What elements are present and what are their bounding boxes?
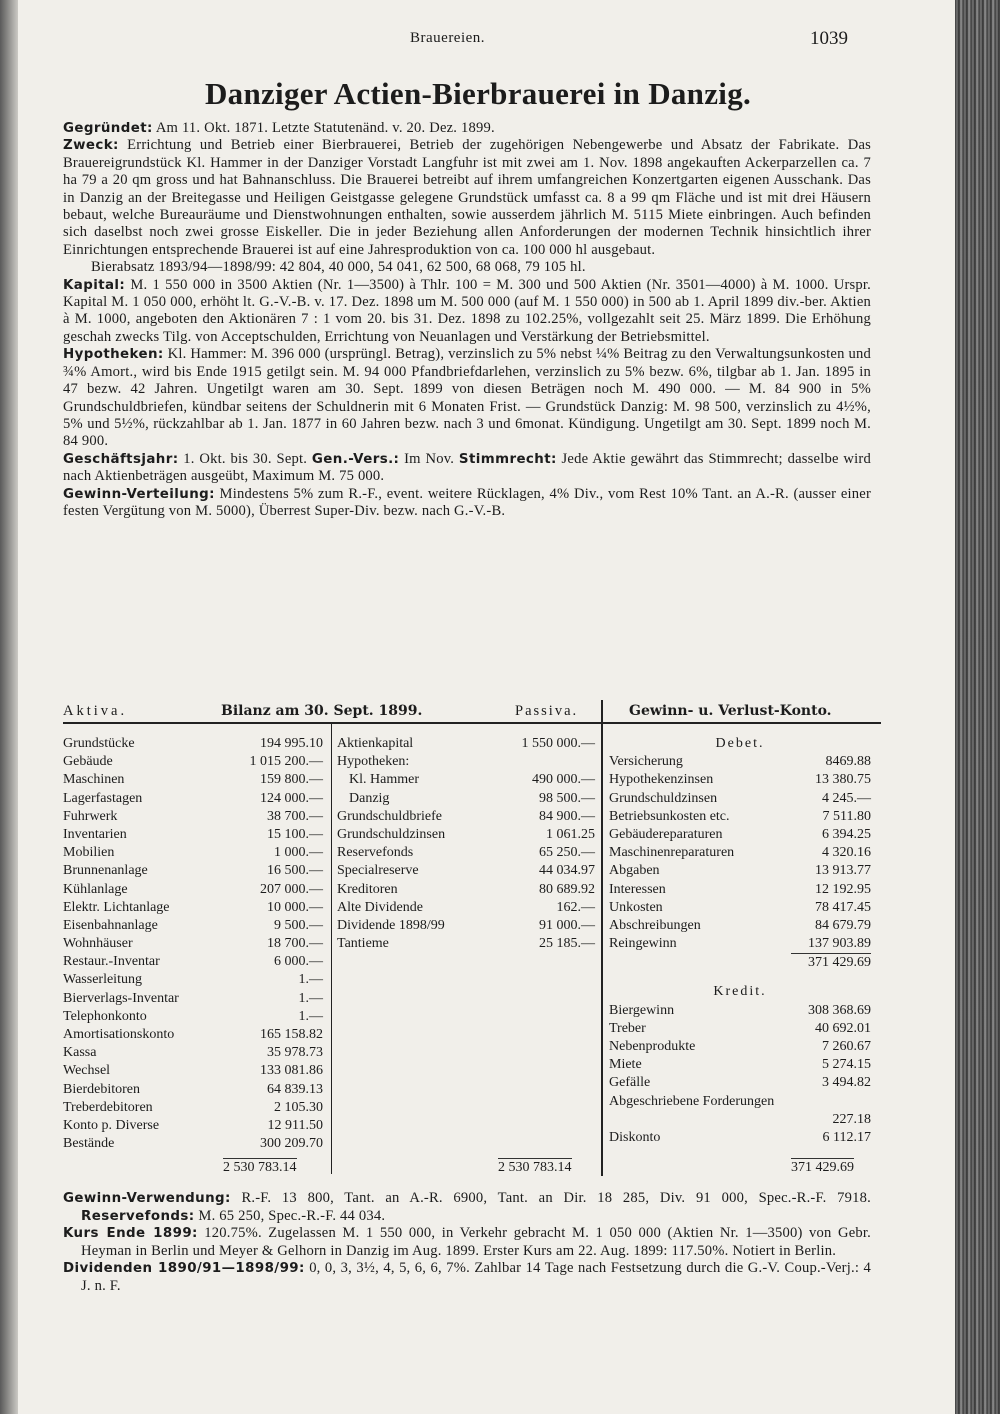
debet-row <box>609 899 871 917</box>
kredit-row <box>609 1074 871 1092</box>
kredit-heading: Kredit. <box>713 984 767 1000</box>
label-geschaeftsjahr: Geschäftsjahr: <box>63 451 179 467</box>
aktiva-heading: Aktiva. <box>63 703 128 719</box>
debet-total-row <box>609 953 871 971</box>
aktiva-row-label: Elektr. Lichtanlage <box>63 899 170 915</box>
passiva-row-label: Tantieme <box>337 936 389 952</box>
passiva-row <box>337 935 595 953</box>
label-gewinnverteilung: Gewinn-Verteilung: <box>63 486 215 502</box>
kredit-row-value: 40 692.01 <box>815 1020 871 1036</box>
kredit-row <box>609 1056 871 1074</box>
passiva-row-label: Danzig <box>349 790 390 806</box>
aktiva-row-value: 18 700.— <box>267 936 323 952</box>
label-gegruendet: Gegründet: <box>63 121 153 136</box>
aktiva-row <box>63 844 323 862</box>
aktiva-row <box>63 953 323 971</box>
debet-row-value: 12 192.95 <box>815 881 871 897</box>
section-zweck <box>63 137 871 259</box>
text-reservefonds: M. 65 250, Spec.-R.-F. 44 034. <box>198 1207 386 1224</box>
divider-bilanz-guv <box>601 700 603 1176</box>
passiva-row-value: 162.— <box>556 899 595 915</box>
aktiva-row <box>63 1062 323 1080</box>
label-zweck: Zweck: <box>63 138 119 154</box>
aktiva-row-label: Lagerfastagen <box>63 790 143 806</box>
aktiva-row <box>63 753 323 771</box>
aktiva-row <box>63 935 323 953</box>
kredit-row-label: Diskonto <box>609 1129 661 1145</box>
aktiva-row-value: 207 000.— <box>260 881 323 897</box>
kredit-row <box>609 1002 871 1020</box>
section-gewinnverwendung <box>63 1190 871 1225</box>
aktiva-row-label: Eisenbahnanlage <box>63 917 158 933</box>
aktiva-row-label: Inventarien <box>63 826 127 842</box>
debet-row <box>609 935 871 953</box>
label-stimmrecht: Stimmrecht: <box>458 451 557 467</box>
aktiva-row-label: Gebäude <box>63 754 113 770</box>
aktiva-row <box>63 735 323 753</box>
kredit-row-label: Miete <box>609 1057 642 1073</box>
aktiva-row <box>63 1026 323 1044</box>
debet-row <box>609 917 871 935</box>
aktiva-row-label: Restaur.-Inventar <box>63 954 160 970</box>
aktiva-row-value: 9 500.— <box>274 917 323 933</box>
debet-row-label: Abschreibungen <box>609 917 701 933</box>
text-gewinnverwendung: R.-F. 13 800, Tant. an A.-R. 6900, Tant. an Dir. 18 285, Div. 91 000, Spec.-R.-F. 7918. <box>241 1190 871 1206</box>
aktiva-row-value: 159 800.— <box>260 772 323 788</box>
debet-row <box>609 881 871 899</box>
aktiva-row-label: Wasserleitung <box>63 972 142 988</box>
aktiva-row-value: 1.— <box>298 990 323 1006</box>
passiva-row-value: 1 550 000.— <box>521 736 595 751</box>
aktiva-list <box>63 735 323 1153</box>
text-kurs: 120.75%. Zugelassen M. 1 550 000, in Verkehr gebracht M. 1 050 000 (Aktien Nr. 1—3500) von Gebr. Heyman in Berlin und Meyer & Gelhorn in Danzig im Aug. 1899. Erster Kurs am 22. Aug. 1899: 117.50%. Notiert in Berlin. <box>81 1225 872 1259</box>
text-geschaeftsjahr: 1. Okt. bis 30. Sept. <box>183 450 308 467</box>
section-kapital <box>63 277 871 347</box>
aktiva-row <box>63 899 323 917</box>
kredit-row-label: Abgeschriebene Forderungen <box>609 1093 775 1109</box>
guv-list <box>609 735 871 1147</box>
aktiva-row <box>63 917 323 935</box>
aktiva-row-label: Telephonkonto <box>63 1008 147 1024</box>
passiva-row-label: Grundschuldbriefe <box>337 808 442 824</box>
label-reservefonds: Reservefonds: <box>81 1208 195 1224</box>
aktiva-row-value: 1 000.— <box>274 845 323 861</box>
passiva-row <box>337 735 595 753</box>
section-dividenden <box>63 1260 871 1295</box>
text-hypotheken: Kl. Hammer: M. 396 000 (ursprüngl. Betrag), verzinslich zu 5% nebst ¼% Beitrag zu den Verwaltungsunkosten und ¾% Amort., wird bis Ende 1915 getilgt sein. M. 94 000 Pfandbriefdarlehen, verzinslich zu 5% bezw. 6%, tilgbar ab 1. Jan. 1895 in 47 bezw. 42 Jahren. Ungetilgt waren am 30. Sept. 1899 von diesen Beträgen noch M. 490 000. — M. 84 900 in 5% Grundschuldbriefen, kündbar seitens der Schuldnerin mit 6 Monaten Frist. — Grundstück Danzig: M. 98 500, verzinslich zu 4½%, 5% und 5½%, rückzahlbar ab 1. Jan. 1877 in 60 Jahren bezw. nach 3 und 6monat. Kündigung. Ungetilgt am 30. Sept. 1899 noch M. 84 900. <box>63 346 871 450</box>
bierabsatz-line: Bierabsatz 1893/94—1898/99: 42 804, 40 000, 54 041, 62 500, 68 068, 79 105 hl. <box>91 259 586 276</box>
passiva-row-value: 98 500.— <box>539 790 595 806</box>
passiva-row <box>337 753 595 771</box>
divider-aktiva-passiva <box>331 724 332 1174</box>
aktiva-row <box>63 881 323 899</box>
passiva-total: 2 530 783.14 <box>498 1158 572 1177</box>
aktiva-row-label: Maschinen <box>63 772 125 788</box>
section-gegruendet <box>63 120 871 137</box>
section-gewinnverteilung <box>63 486 871 521</box>
label-dividenden: Dividenden 1890/91—1898/99: <box>63 1261 305 1277</box>
aktiva-row-label: Brunnenanlage <box>63 863 148 879</box>
debet-heading: Debet. <box>715 736 765 751</box>
debet-row-value: 84 679.79 <box>815 917 871 933</box>
aktiva-row-value: 133 081.86 <box>260 1063 323 1079</box>
aktiva-row-value: 6 000.— <box>274 954 323 970</box>
aktiva-row-label: Mobilien <box>63 845 115 861</box>
passiva-row-label: Reservefonds <box>337 845 414 861</box>
kredit-row-value: 6 112.17 <box>822 1129 871 1145</box>
aktiva-row <box>63 1135 323 1153</box>
aktiva-row-value: 1.— <box>298 972 323 988</box>
passiva-list <box>337 735 595 953</box>
label-gen-vers: Gen.-Vers.: <box>311 451 400 467</box>
label-kurs: Kurs Ende 1899: <box>63 1226 198 1242</box>
aktiva-row <box>63 1117 323 1135</box>
passiva-row <box>337 899 595 917</box>
aktiva-row-value: 1.— <box>298 1008 323 1024</box>
passiva-heading: Passiva. <box>515 703 579 719</box>
debet-row <box>609 862 871 880</box>
aktiva-row <box>63 790 323 808</box>
kredit-row <box>609 1129 871 1147</box>
kredit-row-label: Nebenprodukte <box>609 1039 696 1054</box>
aktiva-row-label: Treberdebitoren <box>63 1099 153 1115</box>
aktiva-total: 2 530 783.14 <box>223 1158 297 1177</box>
label-gewinnverwendung: Gewinn-Verwendung: <box>63 1191 231 1206</box>
aktiva-row <box>63 1099 323 1117</box>
balance-sheet-block <box>63 700 881 1176</box>
passiva-row-label: Specialreserve <box>337 863 419 879</box>
aktiva-row-value: 165 158.82 <box>260 1027 323 1042</box>
aktiva-row-label: Bierverlags-Inventar <box>63 990 179 1006</box>
passiva-row-label: Grundschuldzinsen <box>337 826 446 842</box>
aktiva-row <box>63 1008 323 1026</box>
aktiva-row-value: 64 839.13 <box>267 1081 323 1097</box>
text-gegruendet: Am 11. Okt. 1871. Letzte Statutenänd. v. 20. Dez. 1899. <box>155 120 495 136</box>
passiva-row-label: Aktienkapital <box>337 736 414 751</box>
debet-row-value: 13 913.77 <box>815 863 871 879</box>
aktiva-row-label: Wechsel <box>63 1063 111 1079</box>
aktiva-row-value: 35 978.73 <box>267 1045 323 1061</box>
section-geschaeftsjahr <box>63 451 871 486</box>
aktiva-row-value: 16 500.— <box>267 863 323 879</box>
bilanz-title: Bilanz am 30. Sept. 1899. <box>221 703 423 719</box>
guv-title: Gewinn- u. Verlust-Konto. <box>629 703 832 719</box>
aktiva-row-value: 12 911.50 <box>267 1117 323 1133</box>
debet-row <box>609 753 871 771</box>
debet-row-value: 7 511.80 <box>822 808 871 824</box>
passiva-row-label: Alte Dividende <box>337 899 423 915</box>
passiva-row-label: Kreditoren <box>337 881 398 897</box>
kredit-row-label: Gefälle <box>609 1075 651 1091</box>
passiva-row <box>337 826 595 844</box>
text-gen-vers: Im Nov. <box>404 450 455 467</box>
aktiva-row <box>63 990 323 1008</box>
aktiva-row-label: Kassa <box>63 1045 97 1061</box>
kredit-row-value: 3 494.82 <box>822 1075 871 1091</box>
debet-row <box>609 771 871 789</box>
kredit-row <box>609 1020 871 1038</box>
passiva-row <box>337 917 595 935</box>
debet-row-value: 6 394.25 <box>822 826 871 842</box>
debet-row-value: 13 380.75 <box>815 772 871 788</box>
aktiva-row-value: 194 995.10 <box>260 736 323 751</box>
aktiva-row-value: 1 015 200.— <box>249 754 323 770</box>
aktiva-row-label: Grundstücke <box>63 736 135 751</box>
debet-row-value: 8469.88 <box>825 754 871 770</box>
debet-row <box>609 808 871 826</box>
debet-row-label: Abgaben <box>609 863 660 879</box>
aktiva-row-value: 2 105.30 <box>274 1099 323 1115</box>
running-title: Brauereien. <box>410 30 486 46</box>
aktiva-row-label: Konto p. Diverse <box>63 1117 160 1133</box>
book-page <box>18 0 958 1414</box>
aktiva-row <box>63 771 323 789</box>
aktiva-row <box>63 862 323 880</box>
label-kapital: Kapital: <box>63 277 126 293</box>
passiva-row <box>337 844 595 862</box>
text-zweck: Errichtung und Betrieb einer Bierbrauerei, Betrieb der zugehörigen Nebengewerbe und Absatz der Fabrikate. Das Brauereigrundstück Kl. Hammer in der Danziger Vorstadt Langfuhr ist mit zwei am 1. Nov. 1898 angekauften Ackerparzellen ca. 7 ha 79 a 20 qm gross und hat Bahnanschluss. Die Brauerei betreibt auf ihrem umfangreichen Konzertgarten eigenen Ausschank. Das in Danzig an der Breitegasse und Heiligen Geistgasse gelegene Grundstück umfasst ca. 8 a 99 qm Fläche und ist mit drei Häusern bebaut, welche Bureauräume und Dienstwohnungen enthalten, sowie ausserdem jährlich M. 5115 Miete einbringen. Auch befinden sich daselbst noch zwei grosse Eiskeller. Die in jeder Beziehung allen Anforderungen der modernen Technik hinsichtlich ihrer Einrichtungen entsprechende Brauerei ist auf eine Jahresproduktion von ca. 100 000 hl ausgebaut. <box>63 137 871 258</box>
aktiva-row-label: Kühlanlage <box>63 881 128 897</box>
header-rule <box>63 722 881 724</box>
kredit-row-label: Biergewinn <box>609 1002 675 1018</box>
passiva-row-value: 91 000.— <box>539 917 595 933</box>
book-spine-edge <box>955 0 1000 1414</box>
company-description <box>63 120 871 520</box>
section-kurs <box>63 1225 871 1260</box>
debet-row-label: Interessen <box>609 881 666 897</box>
passiva-row <box>337 808 595 826</box>
section-hypotheken <box>63 346 871 450</box>
passiva-row-label: Kl. Hammer <box>349 772 419 788</box>
debet-row-label: Maschinenreparaturen <box>609 845 735 861</box>
debet-row-value: 78 417.45 <box>815 899 871 915</box>
footer-notes <box>63 1190 871 1296</box>
scan-left-shadow <box>0 0 20 1414</box>
page-title: Danziger Actien-Bierbrauerei in Danzig. <box>204 76 752 111</box>
aktiva-row-label: Bierdebitoren <box>63 1081 140 1097</box>
debet-total: 371 429.69 <box>791 953 871 972</box>
aktiva-row-label: Bestände <box>63 1136 115 1152</box>
kredit-row-value: 227.18 <box>832 1111 871 1127</box>
kredit-row-value: 5 274.15 <box>822 1057 871 1073</box>
aktiva-row <box>63 826 323 844</box>
debet-row <box>609 790 871 808</box>
debet-row <box>609 844 871 862</box>
debet-row-label: Reingewinn <box>609 936 677 952</box>
text-kapital: M. 1 550 000 in 3500 Aktien (Nr. 1—3500) à Thlr. 100 = M. 300 und 500 Aktien (Nr. 3501—4000) à M. 1000. Urspr. Kapital M. 1 050 000, erhöht lt. G.-V.-B. v. 17. Dez. 1898 um M. 500 000 (auf M. 1 550 000) in 500 ab 1. April 1899 div.-ber. Aktien à M. 1000, angeboten den Aktionären 7 : 1 vom 20. bis 31. Dez. 1898 zu 102.25%, vollgezahlt seit 25. März 1899. Die Erhöhung geschah zwecks Tilg. von Acceptschulden, Errichtung von Neuanlagen und Verstärkung der Betriebsmittel. <box>63 276 871 345</box>
debet-row-label: Hypothekenzinsen <box>609 772 714 788</box>
aktiva-row <box>63 971 323 989</box>
debet-row-label: Versicherung <box>609 754 683 770</box>
debet-row-value: 4 320.16 <box>822 845 871 861</box>
aktiva-row <box>63 808 323 826</box>
passiva-row-value: 80 689.92 <box>539 881 595 897</box>
debet-row-value: 4 245.— <box>822 790 871 806</box>
aktiva-row-value: 124 000.— <box>260 790 323 806</box>
aktiva-row <box>63 1081 323 1099</box>
kredit-row <box>609 1093 871 1129</box>
debet-row-value: 137 903.89 <box>808 936 871 952</box>
debet-row-label: Gebäudereparaturen <box>609 826 723 842</box>
label-hypotheken: Hypotheken: <box>63 347 164 363</box>
passiva-row-value: 84 900.— <box>539 808 595 824</box>
aktiva-row-label: Fuhrwerk <box>63 808 118 824</box>
kredit-row-value: 7 260.67 <box>822 1039 871 1054</box>
kredit-row-label: Treber <box>609 1020 646 1036</box>
kredit-row-value: 308 368.69 <box>808 1002 871 1018</box>
passiva-row-value: 490 000.— <box>532 772 595 788</box>
debet-row-label: Unkosten <box>609 899 663 915</box>
text-stimmrecht: Jede Aktie gewährt das Stimmrecht; dasselbe wird nach Aktienbeträgen ausgeübt, Maximum M. 75 000. <box>63 450 871 485</box>
text-gewinnverteilung: Mindestens 5% zum R.-F., event. weitere Rücklagen, 4% Div., vom Rest 10% Tant. an A.-R. (ausser einer festen Vergütung von M. 5000), Überrest Super-Div. bezw. nach G.-V.-B. <box>63 485 872 519</box>
passiva-row-value: 44 034.97 <box>539 863 595 879</box>
aktiva-row-label: Wohnhäuser <box>63 936 133 952</box>
aktiva-row-value: 10 000.— <box>267 899 323 915</box>
passiva-row-label: Hypotheken: <box>337 754 410 770</box>
passiva-row-label: Dividende 1898/99 <box>337 917 445 933</box>
passiva-row-value: 25 185.— <box>539 936 595 952</box>
passiva-row <box>337 790 595 808</box>
aktiva-row <box>63 1044 323 1062</box>
aktiva-row-value: 38 700.— <box>267 808 323 824</box>
passiva-row <box>337 862 595 880</box>
passiva-row-value: 1 061.25 <box>546 826 595 842</box>
passiva-row-value: 65 250.— <box>539 845 595 861</box>
text-dividenden: 0, 0, 3, 3½, 4, 5, 6, 6, 7%. Zahlbar 14 Tage nach Festsetzung durch die G.-V. Coup.-Verj.: 4 J. n. F. <box>81 1260 871 1294</box>
aktiva-row-value: 300 209.70 <box>260 1136 323 1152</box>
kredit-row <box>609 1038 871 1056</box>
debet-row-label: Betriebsunkosten etc. <box>609 808 730 824</box>
passiva-row <box>337 881 595 899</box>
debet-list <box>609 753 871 953</box>
aktiva-row-value: 15 100.— <box>267 826 323 842</box>
kredit-list <box>609 1002 871 1148</box>
page-number: 1039 <box>810 28 848 49</box>
passiva-row <box>337 771 595 789</box>
debet-row-label: Grundschuldzinsen <box>609 790 718 806</box>
aktiva-row-label: Amortisationskonto <box>63 1027 175 1042</box>
kredit-total: 371 429.69 <box>791 1158 854 1177</box>
debet-row <box>609 826 871 844</box>
